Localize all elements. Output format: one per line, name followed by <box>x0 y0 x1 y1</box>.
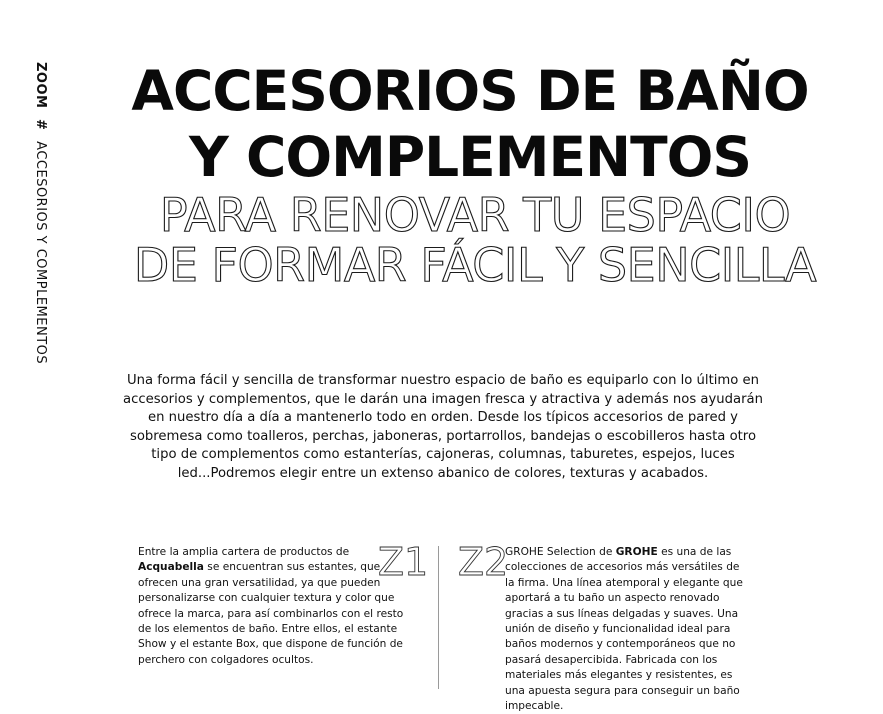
z1-text-before: Entre la amplia cartera de productos de <box>138 546 350 558</box>
z1-marker: Z1 <box>378 540 429 584</box>
magazine-section-name: ZOOM <box>33 62 48 109</box>
z2-text-after: es una de las colecciones de accesorios más versátiles de la firma. Una línea atemporal y elegante que aportará a tu baño un aspecto renovado gracias a sus líneas delgadas y suaves. Una unión de diseño y funcionalidad ideal para baños modernos y contemporáneos que no pasará desapercibida. Fabricada con los materiales más elegantes y resistentes, es una apuesta segura para conseguir un baño impecable. <box>505 546 743 713</box>
article-subheadline <box>70 190 880 290</box>
intro-paragraph: Una forma fácil y sencilla de transformar nuestro espacio de baño es equiparlo con lo último en accesorios y complementos, que le darán una imagen fresca y atractiva y además nos ayudarán en nuestro día a día a mantenerlo todo en orden. Desde los típicos accesorios de pared y sobremesa como toalleros, perchas, jaboneras, portarrollos, bandejas o escobilleros hasta otro tipo de complementos como estanterías, cajoneras, columnas, taburetes, espejos, luces led...Podremos elegir entre un extenso abanico de colores, texturas y acabados. <box>123 373 763 481</box>
headline-line-1: ACCESORIOS DE BAÑO <box>131 59 809 123</box>
article-headline <box>70 58 870 190</box>
section-sidebar-label <box>33 62 48 364</box>
z2-brand-name: GROHE <box>615 546 658 558</box>
subheadline-line-2: DE FORMAR FÁCIL Y SENCILLA <box>133 238 817 292</box>
z2-text-before: GROHE Selection de <box>505 546 616 558</box>
column-divider <box>438 546 439 689</box>
section-topic: ACCESORIOS Y COMPLEMENTOS <box>33 141 48 365</box>
z2-marker: Z2 <box>458 540 509 584</box>
headline-line-2: Y COMPLEMENTOS <box>189 125 751 189</box>
z1-body-text <box>138 545 418 668</box>
section-separator: # <box>33 119 48 131</box>
subheadline-line-1: PARA RENOVAR TU ESPACIO <box>159 188 791 242</box>
z1-text-after: se encuentran sus estantes, que ofrecen una gran versatilidad, ya que pueden personalizarse con cualquier textura y color que ofrece la marca, para así combinarlos con el resto de los elementos de baño. Entre ellos, el estante Show y el estante Box, que dispone de función de perchero con colgadores ocultos. <box>138 561 404 666</box>
z1-brand-name: Acquabella <box>138 561 204 574</box>
